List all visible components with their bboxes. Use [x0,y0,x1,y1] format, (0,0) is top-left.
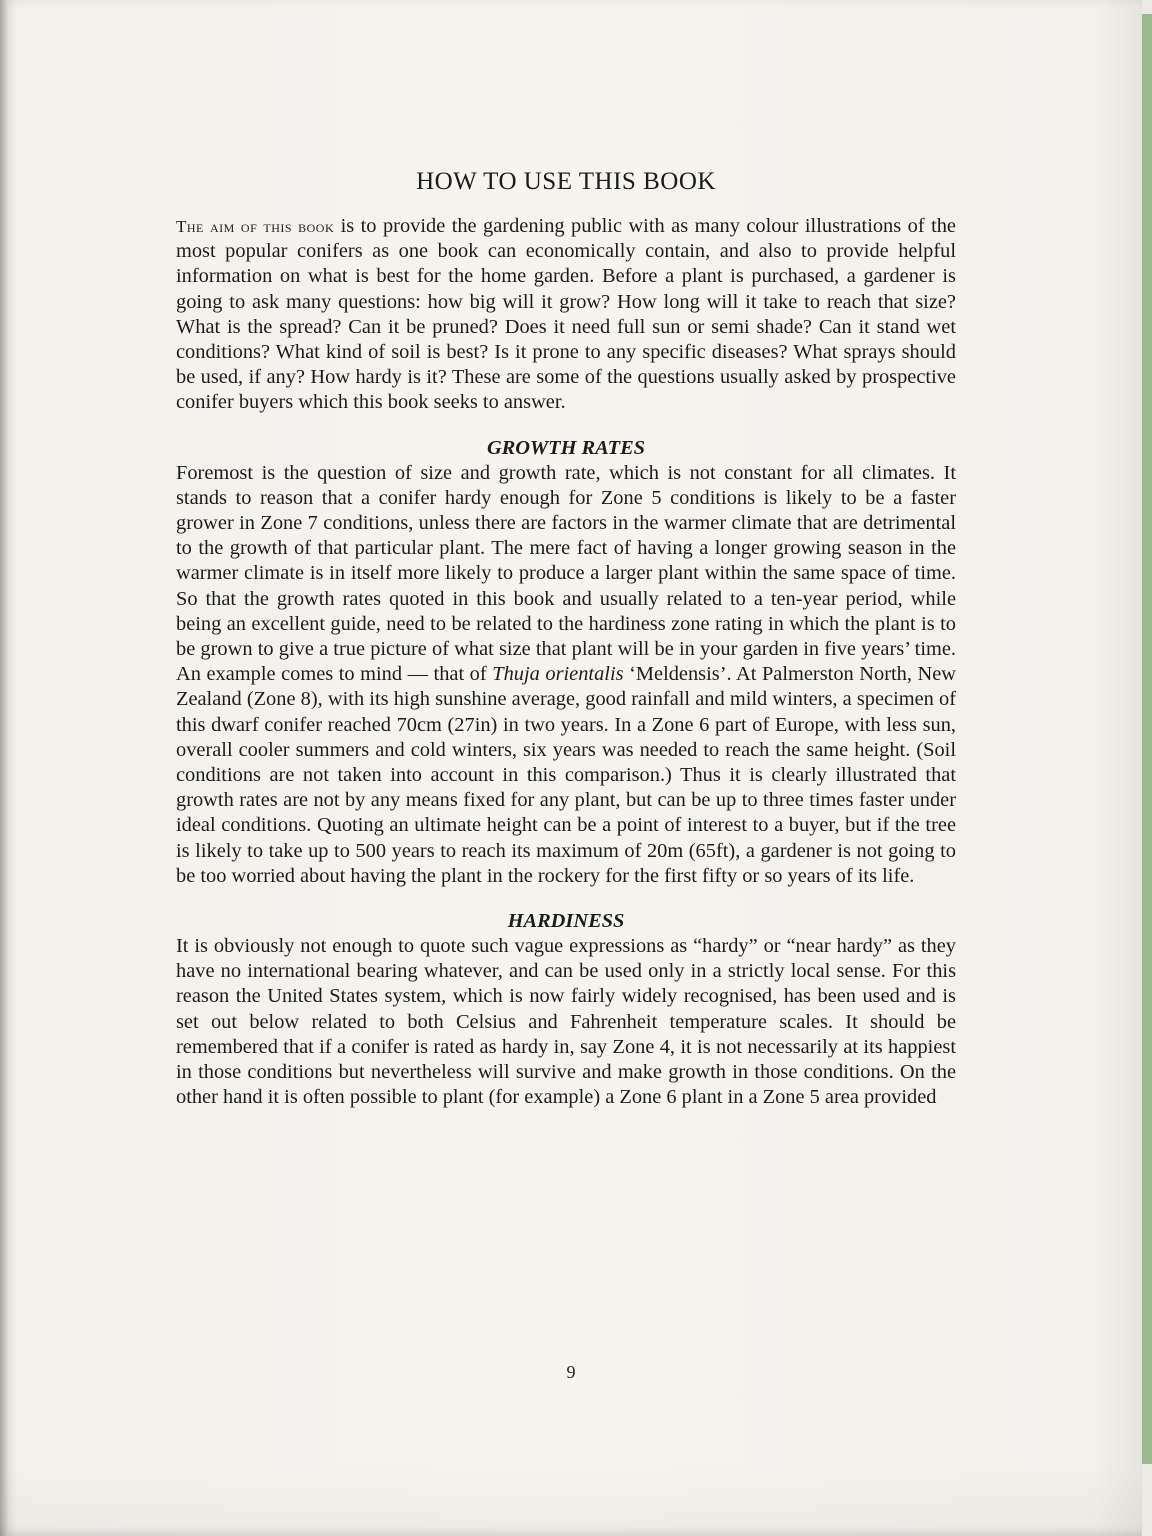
book-cover-side-edge [1142,14,1152,1464]
intro-text: is to provide the gardening public with as many colour illustrations of the most popular conifers as one book can economically contain, and also to provide helpful information on what is best for the home garden. Before a plant is purchased, a gardener is going to ask many questions: how big will it grow? How long will it take to reach that size? What is the spread? Can it be pruned? Does it need full sun or semi shade? Can it stand wet conditions? What kind of soil is best? Is it prone to any specific diseases? What sprays should be used, if any? How hardy is it? These are some of the questions usually asked by prospective conifer buyers which this book seeks to answer. [176,215,956,414]
growth-rates-paragraph [176,461,956,889]
page-content [176,168,956,1111]
page-number: 9 [566,1362,576,1382]
hardiness-heading: HARDINESS [507,910,625,933]
growth-rates-heading: GROWTH RATES [486,436,646,459]
page-title: HOW TO USE THIS BOOK [416,168,716,195]
binding-shadow [0,0,8,1536]
page-bottom-shadow [0,1466,1142,1536]
growth-rates-text-1: Foremost is the question of size and growth rate, which is not constant for all climates. It stands to reason that a conifer hardy enough for Zone 5 conditions is likely to be a faster grower in Zone 7 conditions, unless there are factors in the warmer climate that are detrimental to the growth of that particular plant. The mere fact of having a longer growing season in the warmer climate is in itself more likely to produce a larger plant within the same space of time. So that the growth rates quoted in this book and usually related to a ten-year period, while being an excellent guide, need to be related to the hardiness zone rating in which the plant is to be grown to give a true picture of what size that plant will be in your garden in five years’ time. An example comes to mind — that of [176,461,956,686]
species-name: Thuja orientalis [492,663,624,686]
intro-paragraph [176,214,956,416]
intro-lead: The aim of this book [176,217,335,236]
hardiness-paragraph: It is obviously not enough to quote such vague expressions as “hardy” or “near hardy” as they have no international bearing whatever, and can be used only in a strictly local sense. For this reason the United States system, which is now fairly widely recognised, has been used and is set out below related to both Celsius and Fahrenheit temperature scales. It should be remembered that if a conifer is rated as hardy in, say Zone 4, it is not necessarily at its happiest in those conditions but nevertheless will survive and make growth in those conditions. On the other hand it is often possible to plant (for example) a Zone 6 plant in a Zone 5 area provided [176,935,956,1109]
growth-rates-text-2: ‘Meldensis’. At Palmerston North, New Zealand (Zone 8), with its high sunshine average, good rainfall and mild winters, a specimen of this dwarf conifer reached 70cm (27in) in two years. In a Zone 6 part of Europe, with less sun, overall cooler summers and cold winters, six years was needed to reach the same height. (Soil conditions are not taken into account in this comparison.) Thus it is clearly illustrated that growth rates are not by any means fixed for any plant, but can be up to three times faster under ideal conditions. Quoting an ultimate height can be a point of interest to a buyer, but if the tree is likely to take up to 500 years to reach its maximum of 20m (65ft), a gardener is not going to be too worried about having the plant in the rockery for the first fifty or so years of its life. [176,663,956,887]
